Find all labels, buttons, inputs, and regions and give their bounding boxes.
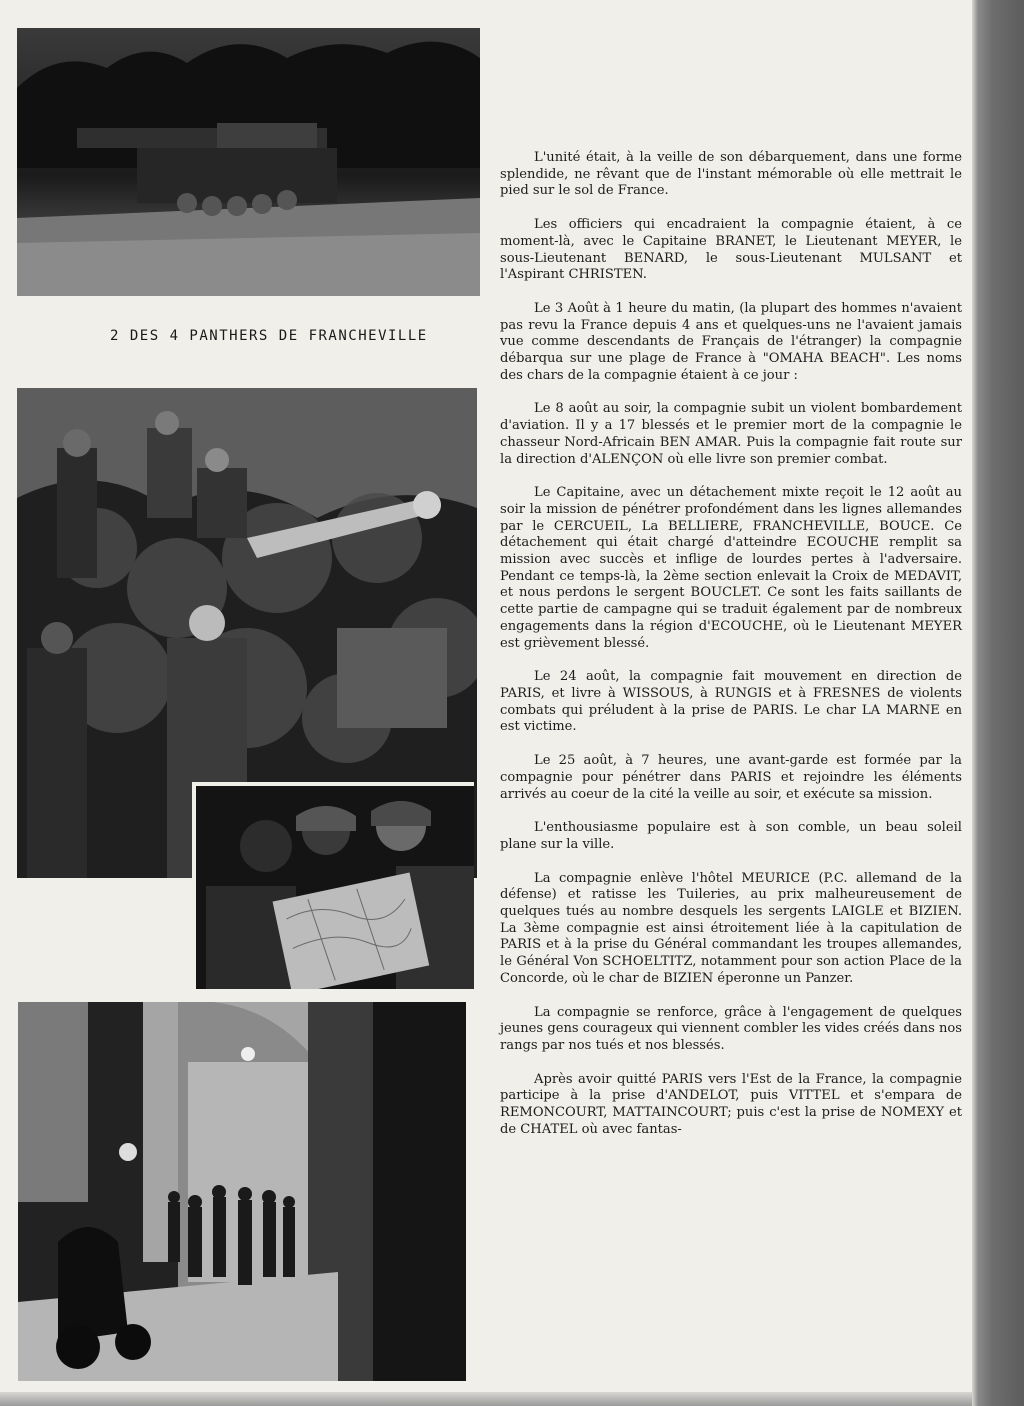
paragraph: L'enthousiasme populaire est à son comble, un beau soleil plane sur la ville.: [500, 820, 962, 852]
paragraph: La compagnie enlève l'hôtel MEURICE (P.C. allemand de la défense) et ratisse les Tuileries, au prix malheureusement de quelques tués au nombre desquels les sergents LAIGLE et BIZIEN. La 3ème compagnie est ainsi étroitement liée à la capitulation de PARIS et à la prise du Général commandant les troupes allemandes, le Général Von SCHOELTITZ, notamment pour son action Place de la Concorde, où le char de BIZIEN éperonne un Panzer.: [500, 870, 962, 986]
paragraph: Le Capitaine, avec un détachement mixte reçoit le 12 août au soir la mission de pénétrer profondément dans les lignes allemandes par le CERCUEIL, La BELLIERE, FRANCHEVILLE, BOUCE. Ce détachement qui était chargé d'atteindre ECOUCHE remplit sa mission avec succès et inflige de lourdes pertes à l'adversaire. Pendant ce temps-là, la 2ème section enlevait la Croix de MEDAVIT, et nous perdons le sergent BOUCLET. Ce sont les faits saillants de cette partie de campagne qui se traduit également par de nombreux engagements dans la région d'ECOUCHE, où le Lieutenant MEYER est grièvement blessé.: [500, 485, 962, 651]
page-edge-shadow: [972, 0, 1024, 1406]
paragraph: L'unité était, à la veille de son débarquement, dans une forme splendide, ne rêvant que de l'instant mémorable où elle mettrait le pied sur le sol de France.: [500, 150, 962, 199]
paragraph: Les officiers qui encadraient la compagnie étaient, à ce moment-là, avec le Capitaine BRANET, le Lieutenant MEYER, le sous-Lieutenant BENARD, le sous-Lieutenant MULSANT et l'Aspirant CHRISTEN.: [500, 217, 962, 283]
paragraph: Le 8 août au soir, la compagnie subit un violent bombardement d'aviation. Il y a 17 blessés et le premier mort de la compagnie le chasseur Nord-Africain BEN AMAR. Puis la compagnie fait route sur la direction d'ALENÇON où elle livre son premier combat.: [500, 401, 962, 467]
paragraph: Le 3 Août à 1 heure du matin, (la plupart des hommes n'avaient pas revu la France depuis 4 ans et quelques-uns ne l'avaient jamais vue comme descendants de Français de l'étranger) la compagnie débarqua sur une plage de France à "OMAHA BEACH". Les noms des chars de la compagnie étaient à ce jour :: [500, 300, 962, 383]
article-text: [500, 150, 962, 1155]
photo-caption: 2 DES 4 PANTHERS DE FRANCHEVILLE: [110, 328, 428, 344]
paragraph: Le 24 août, la compagnie fait mouvement en direction de PARIS, et livre à WISSOUS, à RUNGIS et à FRESNES de violents combats qui préludent à la prise de PARIS. Le char LA MARNE en est victime.: [500, 669, 962, 735]
photo-tank-in-woods: [17, 28, 480, 296]
page-bottom-edge: [0, 1392, 972, 1406]
photo-arcade-troops: [18, 1002, 466, 1381]
paragraph: La compagnie se renforce, grâce à l'engagement de quelques jeunes gens courageux qui viennent combler les vides créés dans nos rangs par nos tués et nos blessés.: [500, 1004, 962, 1053]
photo-soldiers-with-map: [192, 782, 474, 989]
paragraph: Après avoir quitté PARIS vers l'Est de la France, la compagnie participe à la prise d'ANDELOT, puis VITTEL et s'empara de REMONCOURT, MATTAINCOURT; puis c'est la prise de NOMEXY et de CHATEL où avec fantas-: [500, 1071, 962, 1137]
paragraph: Le 25 août, à 7 heures, une avant-garde est formée par la compagnie pour pénétrer dans PARIS et rejoindre les éléments arrivés au coeur de la cité la veille au soir, et exécute sa mission.: [500, 753, 962, 802]
